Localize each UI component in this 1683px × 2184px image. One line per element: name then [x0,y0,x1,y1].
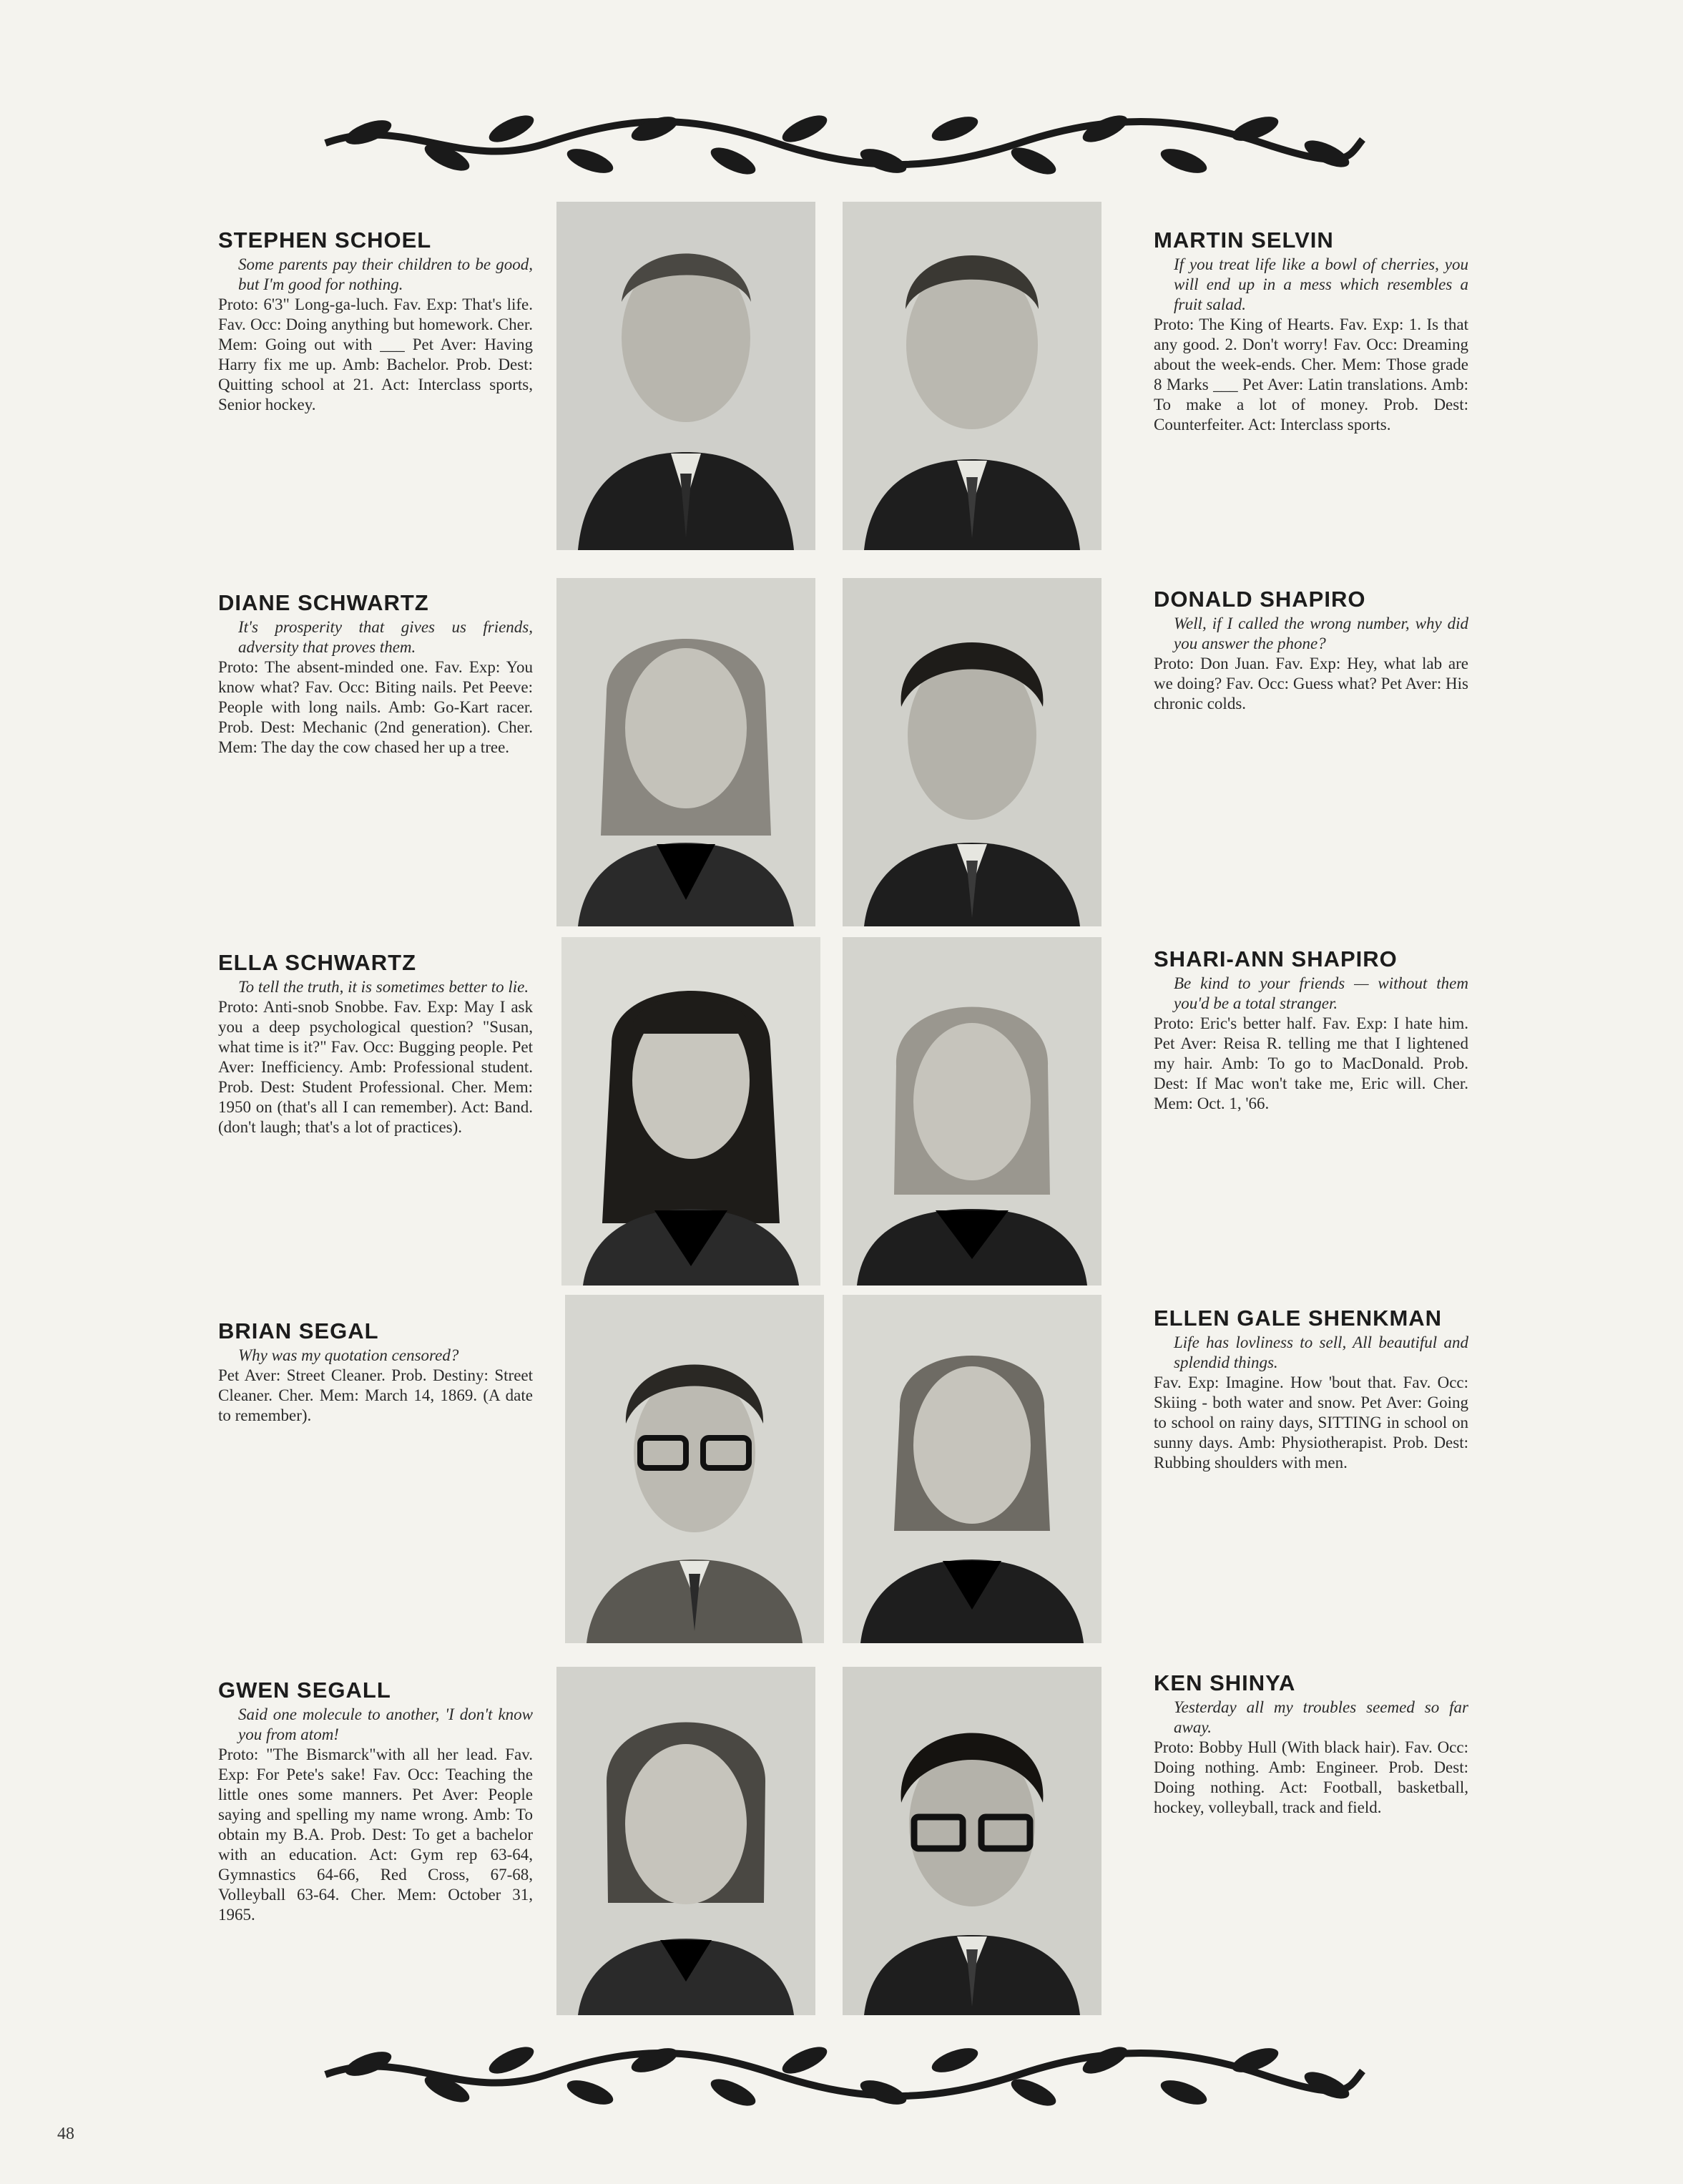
entry-ken-shinya [1154,1670,1468,1818]
page-number: 48 [57,2125,74,2143]
portrait-photo [556,578,815,926]
entry-gwen-segall [218,1678,533,1925]
portrait-photo [556,1667,815,2015]
entry-bio: Fav. Exp: Imagine. How 'bout that. Fav. Occ: Skiing - both water and snow. Pet Aver: Going to school on rainy days, SITTING in school on sunny days. Amb: Physiotherapist. Prob. Dest: Rubbing shoulders with men. [1154,1373,1468,1471]
entry-bio: Proto: 6'3" Long-ga-luch. Fav. Exp: That's life. Fav. Occ: Doing anything but homework. Cher. Mem: Going out with ___ Pet Aver: Having Harry fix me up. Amb: Bachelor. Prob. Dest: Quitting school at 21. Act: Interclass sports, Senior hockey. [218,295,533,413]
entry-name: ELLEN GALE SHENKMAN [1154,1306,1443,1331]
entry-quote: Some parents pay their children to be good, but I'm good for nothing. [238,255,533,293]
entry-bio: Proto: "The Bismarck"with all her lead. Fav. Exp: For Pete's sake! Fav. Occ: Teaching the little ones some manners. Pet Aver: People saying and spelling my name wrong. Amb: To obtain my B.A. Prob. Dest: To get a bachelor with an education. Act: Gym rep 63-64, Gymnastics 64-66, Red Cross, 67-68, Volleyball 63-64. Cher. Mem: October 31, 1965. [218,1745,533,1924]
portrait-photo [565,1295,824,1643]
entry-diane-schwartz [218,590,533,758]
entry-bio: Proto: The King of Hearts. Fav. Exp: 1. Is that any good. 2. Don't worry! Fav. Occ: Dreaming about the week-ends. Cher. Mem: Those grade 8 Marks ___ Pet Aver: Latin translations. Amb: To make a lot of money. Prob. Dest: Counterfeiter. Act: Interclass sports. [1154,315,1468,434]
portrait-photo [843,1295,1101,1643]
entry-donald-shapiro [1154,587,1468,714]
portrait-photo [843,1667,1101,2015]
entry-quote: To tell the truth, it is sometimes better to lie. [238,978,529,996]
portrait-photo [843,202,1101,550]
portrait-photo [556,202,815,550]
entry-martin-selvin [1154,227,1468,435]
entry-bio: Proto: Anti-snob Snobbe. Fav. Exp: May I ask you a deep psychological question? "Susan, what time is it?" Fav. Occ: Bugging people. Pet Aver: Inefficiency. Amb: Professional student. Prob. Dest: Student Professional. Cher. Mem: 1950 on (that's all I can remember). Act: Band. (don't laugh; that's a lot of practices). [218,998,533,1136]
portrait-photo [843,578,1101,926]
entry-quote: Yesterday all my troubles seemed so far away. [1174,1698,1468,1736]
portrait-photo [561,937,820,1286]
entry-quote: Said one molecule to another, 'I don't know you from atom! [238,1705,533,1743]
entry-stephen-schoel [218,227,533,415]
entry-brian-segal [218,1318,533,1426]
entry-name: GWEN SEGALL [218,1678,391,1703]
entry-name: DONALD SHAPIRO [1154,587,1366,612]
entry-bio: Pet Aver: Street Cleaner. Prob. Destiny: Street Cleaner. Cher. Mem: March 14, 1869. (A date to remember). [218,1366,533,1424]
entry-bio: Proto: Eric's better half. Fav. Exp: I hate him. Pet Aver: Reisa R. telling me that I lightened my hair. Amb: To go to MacDonald. Prob. Dest: If Mac won't take me, Eric will. Cher. Mem: Oct. 1, '66. [1154,1014,1468,1112]
entry-bio: Proto: The absent-minded one. Fav. Exp: You know what? Fav. Occ: Biting nails. Pet Peeve: People with long nails. Amb: Go-Kart racer. Prob. Dest: Mechanic (2nd generation). Cher. Mem: The day the cow chased her up a tree. [218,658,533,756]
entry-shari-ann-shapiro [1154,946,1468,1114]
decorative-vine-bottom [318,2032,1370,2125]
decorative-vine-top [318,100,1370,193]
entry-name: SHARI-ANN SHAPIRO [1154,946,1398,971]
entry-quote: Well, if I called the wrong number, why did you answer the phone? [1174,614,1468,652]
portrait-photo [843,937,1101,1286]
entry-bio: Proto: Bobby Hull (With black hair). Fav. Occ: Doing nothing. Amb: Engineer. Prob. Dest: Doing nothing. Act: Football, basketball, hockey, volleyball, track and field. [1154,1738,1468,1816]
entry-name: DIANE SCHWARTZ [218,590,429,615]
entry-name: STEPHEN SCHOEL [218,227,432,253]
entry-quote: It's prosperity that gives us friends, adversity that proves them. [238,618,533,656]
entry-name: ELLA SCHWARTZ [218,950,417,975]
entry-quote: Life has lovliness to sell, All beautiful and splendid things. [1174,1333,1468,1371]
entry-quote: If you treat life like a bowl of cherries, you will end up in a mess which resembles a fruit salad. [1174,255,1468,313]
entry-bio: Proto: Don Juan. Fav. Exp: Hey, what lab are we doing? Fav. Occ: Guess what? Pet Aver: His chronic colds. [1154,655,1468,713]
entry-ella-schwartz [218,950,533,1137]
entry-quote: Why was my quotation censored? [238,1346,459,1364]
entry-name: KEN SHINYA [1154,1670,1296,1695]
entry-name: MARTIN SELVIN [1154,227,1334,253]
entry-name: BRIAN SEGAL [218,1318,379,1343]
entry-ellen-gale-shenkman [1154,1306,1468,1473]
entry-quote: Be kind to your friends — without them you'd be a total stranger. [1174,974,1468,1012]
